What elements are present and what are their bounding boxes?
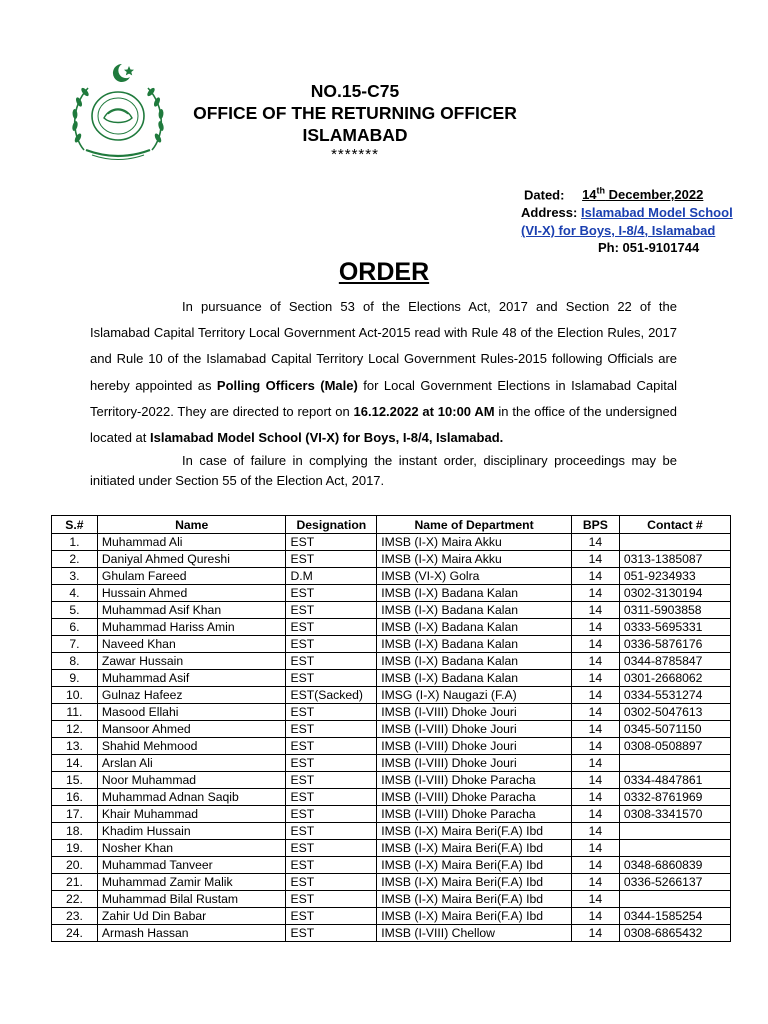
cell-contact: 0308-6865432 xyxy=(619,925,730,942)
order-title: ORDER xyxy=(338,258,430,286)
cell-name: Muhammad Bilal Rustam xyxy=(97,891,286,908)
cell-name: Khair Muhammad xyxy=(97,806,286,823)
cell-bps: 14 xyxy=(571,687,619,704)
cell-sn: 14. xyxy=(52,755,98,772)
cell-sn: 17. xyxy=(52,806,98,823)
cell-name: Zahir Ud Din Babar xyxy=(97,908,286,925)
table-row xyxy=(52,908,731,925)
cell-name: Noor Muhammad xyxy=(97,772,286,789)
cell-contact: 0332-8761969 xyxy=(619,789,730,806)
cell-department: IMSB (I-X) Maira Beri(F.A) Ibd xyxy=(377,857,572,874)
cell-sn: 12. xyxy=(52,721,98,738)
cell-department: IMSB (I-VIII) Chellow xyxy=(377,925,572,942)
cell-bps: 14 xyxy=(571,619,619,636)
cell-department: IMSB (I-X) Badana Kalan xyxy=(377,636,572,653)
table-row xyxy=(52,925,731,942)
col-header-designation: Designation xyxy=(286,516,377,534)
cell-bps: 14 xyxy=(571,874,619,891)
cell-bps: 14 xyxy=(571,670,619,687)
cell-department: IMSB (VI-X) Golra xyxy=(377,568,572,585)
cell-department: IMSB (I-VIII) Dhoke Jouri xyxy=(377,755,572,772)
cell-designation: EST xyxy=(286,721,377,738)
cell-contact: 0336-5266137 xyxy=(619,874,730,891)
table-header-row xyxy=(52,516,731,534)
cell-bps: 14 xyxy=(571,653,619,670)
cell-contact: 0302-5047613 xyxy=(619,704,730,721)
cell-bps: 14 xyxy=(571,568,619,585)
cell-sn: 3. xyxy=(52,568,98,585)
table-row xyxy=(52,738,731,755)
cell-designation: EST xyxy=(286,670,377,687)
cell-contact: 051-9234933 xyxy=(619,568,730,585)
cell-designation: EST xyxy=(286,874,377,891)
cell-contact xyxy=(619,823,730,840)
cell-designation: EST(Sacked) xyxy=(286,687,377,704)
cell-designation: EST xyxy=(286,772,377,789)
cell-bps: 14 xyxy=(571,908,619,925)
cell-name: Muhammad Asif Khan xyxy=(97,602,286,619)
cell-sn: 23. xyxy=(52,908,98,925)
table-row xyxy=(52,840,731,857)
cell-name: Khadim Hussain xyxy=(97,823,286,840)
table-row xyxy=(52,602,731,619)
order-paragraph-1 xyxy=(90,294,677,451)
p2-text: In case of failure in complying the instant order, disciplinary proceedings may be initiated under Section 55 of the Election Act, 2017. xyxy=(90,453,677,488)
cell-department: IMSB (I-X) Maira Akku xyxy=(377,534,572,551)
cell-sn: 6. xyxy=(52,619,98,636)
office-title: OFFICE OF THE RETURNING OFFICER xyxy=(193,103,517,123)
cell-sn: 8. xyxy=(52,653,98,670)
cell-contact xyxy=(619,755,730,772)
dated-label: Dated: xyxy=(524,187,565,203)
header-stars: ******* xyxy=(331,146,379,163)
p1-text-e: in the office of the undersigned located at xyxy=(90,403,678,446)
cell-department: IMSB (I-VIII) Dhoke Jouri xyxy=(377,738,572,755)
cell-designation: D.M xyxy=(286,568,377,585)
table-row xyxy=(52,755,731,772)
cell-designation: EST xyxy=(286,585,377,602)
cell-bps: 14 xyxy=(571,857,619,874)
col-header-bps: BPS xyxy=(571,516,619,534)
address-label: Address: xyxy=(521,205,578,220)
table-row xyxy=(52,670,731,687)
cell-sn: 2. xyxy=(52,551,98,568)
cell-sn: 9. xyxy=(52,670,98,687)
cell-contact: 0334-4847861 xyxy=(619,772,730,789)
cell-contact xyxy=(619,891,730,908)
cell-designation: EST xyxy=(286,908,377,925)
cell-name: Hussain Ahmed xyxy=(97,585,286,602)
cell-department: IMSB (I-X) Maira Beri(F.A) Ibd xyxy=(377,874,572,891)
table-row xyxy=(52,585,731,602)
table-row xyxy=(52,551,731,568)
p1-text-a: In pursuance of Section 53 of the Elections Act, 2017 and Section 22 of the Islamabad Capital Territory Local Government Act-2015 read with Rule 48 of the Election Rules, 2017 and Rule 10 of the Islamabad Capital Territory Local Government Rules-2015 following Officials are hereby appointed as xyxy=(90,299,677,393)
cell-department: IMSB (I-VIII) Dhoke Jouri xyxy=(377,721,572,738)
cell-contact: 0313-1385087 xyxy=(619,551,730,568)
cell-sn: 7. xyxy=(52,636,98,653)
cell-bps: 14 xyxy=(571,755,619,772)
table-row xyxy=(52,534,731,551)
table-row xyxy=(52,636,731,653)
cell-sn: 21. xyxy=(52,874,98,891)
dated-value: 14th December,2022 xyxy=(582,186,704,203)
cell-bps: 14 xyxy=(571,806,619,823)
phone-number: Ph: 051-9101744 xyxy=(598,240,700,255)
table-row xyxy=(52,704,731,721)
cell-bps: 14 xyxy=(571,551,619,568)
cell-contact: 0308-3341570 xyxy=(619,806,730,823)
cell-name: Gulnaz Hafeez xyxy=(97,687,286,704)
cell-name: Muhammad Ali xyxy=(97,534,286,551)
cell-name: Nosher Khan xyxy=(97,840,286,857)
cell-bps: 14 xyxy=(571,636,619,653)
cell-department: IMSB (I-X) Maira Akku xyxy=(377,551,572,568)
col-header-sn: S.# xyxy=(52,516,98,534)
cell-contact: 0311-5903858 xyxy=(619,602,730,619)
cell-name: Muhammad Adnan Saqib xyxy=(97,789,286,806)
cell-designation: EST xyxy=(286,789,377,806)
cell-name: Ghulam Fareed xyxy=(97,568,286,585)
cell-bps: 14 xyxy=(571,823,619,840)
order-number: NO.15-C75 xyxy=(310,81,400,101)
table-row xyxy=(52,721,731,738)
cell-sn: 19. xyxy=(52,840,98,857)
cell-name: Muhammad Asif xyxy=(97,670,286,687)
cell-sn: 4. xyxy=(52,585,98,602)
col-header-contact: Contact # xyxy=(619,516,730,534)
cell-department: IMSB (I-X) Maira Beri(F.A) Ibd xyxy=(377,840,572,857)
cell-bps: 14 xyxy=(571,602,619,619)
cell-name: Muhammad Zamir Malik xyxy=(97,874,286,891)
cell-department: IMSB (I-X) Badana Kalan xyxy=(377,585,572,602)
table-row xyxy=(52,619,731,636)
cell-bps: 14 xyxy=(571,891,619,908)
cell-name: Zawar Hussain xyxy=(97,653,286,670)
cell-sn: 16. xyxy=(52,789,98,806)
cell-sn: 22. xyxy=(52,891,98,908)
table-row xyxy=(52,806,731,823)
cell-name: Arslan Ali xyxy=(97,755,286,772)
cell-sn: 5. xyxy=(52,602,98,619)
dated-line xyxy=(524,186,703,202)
cell-bps: 14 xyxy=(571,704,619,721)
p1-location: Islamabad Model School (VI-X) for Boys, I-8/4, Islamabad. xyxy=(150,430,504,446)
address-value: Islamabad Model School (VI-X) for Boys, I-8/4, Islamabad xyxy=(521,205,733,238)
cell-department: IMSB (I-VIII) Dhoke Jouri xyxy=(377,704,572,721)
cell-bps: 14 xyxy=(571,840,619,857)
cell-bps: 14 xyxy=(571,721,619,738)
cell-name: Muhammad Tanveer xyxy=(97,857,286,874)
cell-name: Mansoor Ahmed xyxy=(97,721,286,738)
cell-sn: 13. xyxy=(52,738,98,755)
cell-designation: EST xyxy=(286,738,377,755)
cell-designation: EST xyxy=(286,806,377,823)
cell-department: IMSB (I-X) Maira Beri(F.A) Ibd xyxy=(377,891,572,908)
cell-department: IMSB (I-X) Maira Beri(F.A) Ibd xyxy=(377,823,572,840)
order-paragraph-2 xyxy=(90,451,677,491)
cell-sn: 1. xyxy=(52,534,98,551)
cell-contact xyxy=(619,840,730,857)
cell-department: IMSB (I-X) Badana Kalan xyxy=(377,653,572,670)
cell-name: Naveed Khan xyxy=(97,636,286,653)
cell-designation: EST xyxy=(286,891,377,908)
table-row xyxy=(52,772,731,789)
cell-department: IMSB (I-X) Maira Beri(F.A) Ibd xyxy=(377,908,572,925)
election-commission-emblem-icon xyxy=(66,58,170,164)
cell-contact: 0301-2668062 xyxy=(619,670,730,687)
cell-designation: EST xyxy=(286,925,377,942)
table-row xyxy=(52,891,731,908)
cell-contact xyxy=(619,534,730,551)
p1-report-time: 16.12.2022 at 10:00 AM xyxy=(353,403,495,419)
cell-bps: 14 xyxy=(571,585,619,602)
cell-name: Masood Ellahi xyxy=(97,704,286,721)
cell-contact: 0344-1585254 xyxy=(619,908,730,925)
cell-bps: 14 xyxy=(571,925,619,942)
cell-designation: EST xyxy=(286,823,377,840)
table-row xyxy=(52,653,731,670)
cell-name: Armash Hassan xyxy=(97,925,286,942)
cell-department: IMSB (I-VIII) Dhoke Paracha xyxy=(377,806,572,823)
cell-contact: 0308-0508897 xyxy=(619,738,730,755)
cell-department: IMSB (I-VIII) Dhoke Paracha xyxy=(377,789,572,806)
cell-department: IMSB (I-X) Badana Kalan xyxy=(377,670,572,687)
cell-department: IMSB (I-X) Badana Kalan xyxy=(377,602,572,619)
cell-bps: 14 xyxy=(571,772,619,789)
table-row xyxy=(52,687,731,704)
cell-sn: 10. xyxy=(52,687,98,704)
office-city: ISLAMABAD xyxy=(302,125,408,145)
cell-designation: EST xyxy=(286,704,377,721)
cell-department: IMSB (I-VIII) Dhoke Paracha xyxy=(377,772,572,789)
address-line xyxy=(521,204,751,240)
col-header-name: Name xyxy=(97,516,286,534)
cell-contact: 0345-5071150 xyxy=(619,721,730,738)
cell-bps: 14 xyxy=(571,738,619,755)
cell-sn: 11. xyxy=(52,704,98,721)
p1-role: Polling Officers (Male) xyxy=(216,377,358,393)
cell-department: IMSG (I-X) Naugazi (F.A) xyxy=(377,687,572,704)
officials-table xyxy=(51,515,731,942)
cell-name: Muhammad Hariss Amin xyxy=(97,619,286,636)
cell-sn: 15. xyxy=(52,772,98,789)
cell-contact: 0344-8785847 xyxy=(619,653,730,670)
table-row xyxy=(52,874,731,891)
cell-designation: EST xyxy=(286,653,377,670)
cell-contact: 0348-6860839 xyxy=(619,857,730,874)
cell-designation: EST xyxy=(286,551,377,568)
col-header-department: Name of Department xyxy=(377,516,572,534)
table-row xyxy=(52,568,731,585)
cell-designation: EST xyxy=(286,636,377,653)
cell-designation: EST xyxy=(286,755,377,772)
cell-designation: EST xyxy=(286,602,377,619)
cell-designation: EST xyxy=(286,840,377,857)
cell-designation: EST xyxy=(286,619,377,636)
p1-text-c: for Local Government Elections in Islamabad Capital Territory-2022. They are directed to report on xyxy=(90,377,677,419)
cell-name: Shahid Mehmood xyxy=(97,738,286,755)
cell-department: IMSB (I-X) Badana Kalan xyxy=(377,619,572,636)
cell-contact: 0333-5695331 xyxy=(619,619,730,636)
table-row xyxy=(52,857,731,874)
cell-sn: 18. xyxy=(52,823,98,840)
cell-designation: EST xyxy=(286,534,377,551)
cell-contact: 0334-5531274 xyxy=(619,687,730,704)
cell-bps: 14 xyxy=(571,789,619,806)
cell-sn: 20. xyxy=(52,857,98,874)
cell-sn: 24. xyxy=(52,925,98,942)
table-row xyxy=(52,789,731,806)
cell-contact: 0336-5876176 xyxy=(619,636,730,653)
cell-contact: 0302-3130194 xyxy=(619,585,730,602)
cell-bps: 14 xyxy=(571,534,619,551)
table-row xyxy=(52,823,731,840)
table-body xyxy=(52,534,731,942)
cell-name: Daniyal Ahmed Qureshi xyxy=(97,551,286,568)
cell-designation: EST xyxy=(286,857,377,874)
